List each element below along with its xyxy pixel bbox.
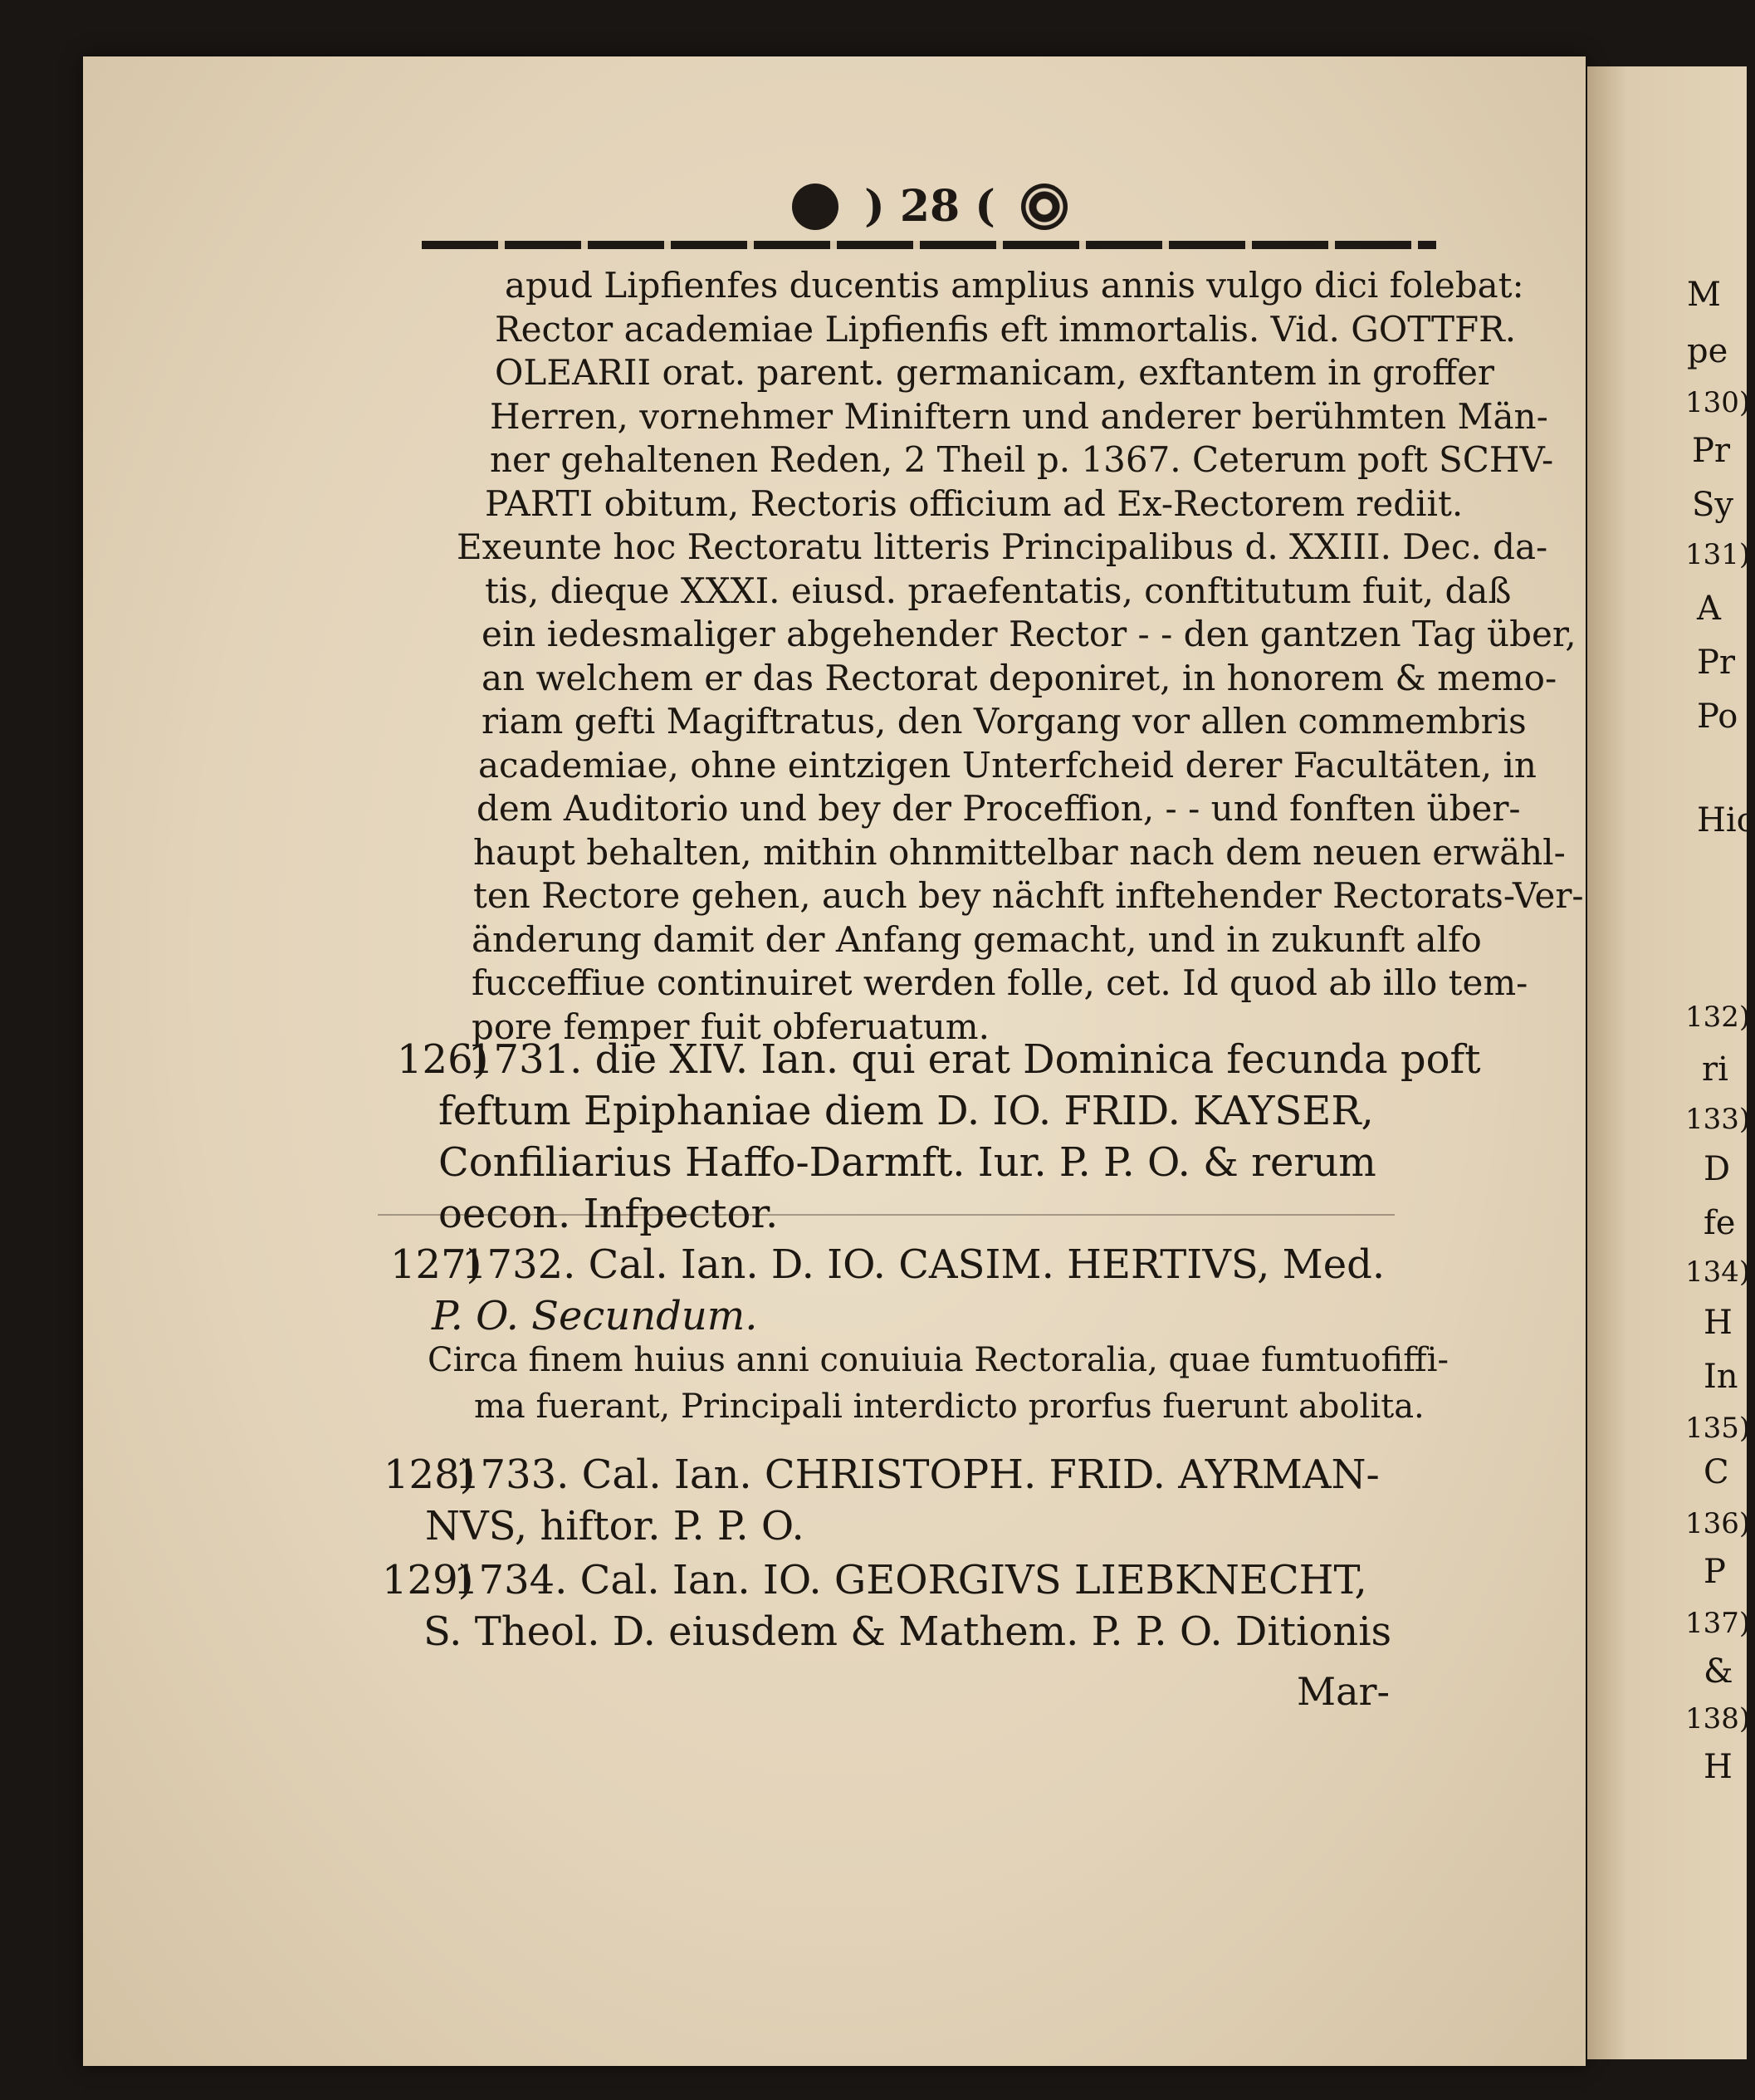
facing-fragment: H (1704, 1304, 1733, 1342)
facing-fragment: C (1704, 1453, 1729, 1491)
facing-fragment: In (1704, 1358, 1738, 1396)
facing-fragment: 132) (1685, 1001, 1751, 1034)
facing-fragment: pe (1687, 332, 1728, 370)
facing-fragment: A (1697, 590, 1721, 628)
facing-fragment: Hic (1697, 801, 1755, 840)
separator-line (378, 1214, 1395, 1216)
entry-line: feftum Epiphaniae diem D. IO. FRID. KAYSER, (438, 1088, 1374, 1134)
facing-fragment: ri (1702, 1050, 1728, 1089)
entry-number: 129) (382, 1557, 474, 1603)
facing-fragment: 138) (1685, 1702, 1751, 1735)
text-line: ner gehaltenen Reden, 2 Theil p. 1367. Ceterum poft SCHV- (490, 439, 1554, 480)
ornament-icon (792, 184, 838, 230)
facing-fragment: 133) (1685, 1103, 1751, 1136)
entry-line: P. O. Secundum. (432, 1293, 758, 1339)
facing-fragment: 130) (1685, 386, 1751, 419)
text-line: pore femper fuit obferuatum. (472, 1006, 990, 1047)
facing-page-edge (1587, 66, 1755, 2059)
text-line: an welchem er das Rectorat deponiret, in honorem & memo- (482, 657, 1557, 698)
text-line: riam gefti Magiftratus, den Vorgang vor allen commembris (482, 701, 1527, 742)
continued-paragraph (448, 264, 1584, 1049)
text-line: fucceffiue continuiret werden folle, cet. Id quod ab illo tem- (472, 962, 1528, 1003)
catchword: Mar- (1297, 1669, 1391, 1714)
facing-fragment: Pr (1697, 644, 1736, 682)
facing-fragment: 137) (1685, 1607, 1751, 1640)
text-line: PARTI obitum, Rectoris officium ad Ex-Rectorem rediit. (485, 482, 1464, 524)
facing-fragment: 134) (1685, 1256, 1751, 1289)
facing-fragment: M (1687, 276, 1721, 314)
text-line: Exeunte hoc Rectoratu litteris Principalibus d. XXIII. Dec. da- (457, 526, 1548, 567)
text-line: apud Lipfienfes ducentis amplius annis vulgo dici folebat: (505, 265, 1524, 306)
entry-line: 1731. die XIV. Ian. qui erat Dominica fecunda poft (468, 1036, 1481, 1083)
facing-fragment: H (1704, 1748, 1733, 1786)
text-line: Herren, vornehmer Miniftern und anderer berühmten Män- (490, 395, 1548, 437)
entry-line: 1732. Cal. Ian. D. IO. CASIM. HERTIVS, Med. (462, 1241, 1386, 1288)
text-line: Rector academiae Lipfienfis eft immortalis. Vid. GOTTFR. (495, 308, 1517, 350)
entry-line: oecon. Infpector. (438, 1191, 779, 1237)
entry-number: 126) (397, 1036, 489, 1083)
facing-fragment: Sy (1692, 486, 1733, 524)
text-line: dem Auditorio und bey der Proceffion, - - und fonften über- (477, 788, 1521, 829)
facing-fragment: Po (1697, 698, 1738, 736)
header-rule (422, 241, 1436, 249)
facing-fragment: 136) (1685, 1507, 1751, 1540)
text-line: ein iedesmaliger abgehender Rector - - den gantzen Tag über, (482, 614, 1577, 654)
entry-line: 1734. Cal. Ian. IO. GEORGIVS LIEBKNECHT, (453, 1557, 1367, 1603)
facing-fragment: D (1704, 1150, 1731, 1188)
facing-fragment: 135) (1685, 1412, 1751, 1445)
facing-fragment: fe (1704, 1204, 1736, 1242)
text-line: OLEARII orat. parent. germanicam, exftantem in groffer (495, 352, 1495, 393)
note-line: Circa finem huius anni conuiuia Rectoralia, quae fumtuofiffi- (428, 1341, 1449, 1379)
facing-fragment: Pr (1692, 432, 1731, 470)
text-line: tis, dieque XXXI. eiusd. praefentatis, conftitutum fuit, daß (485, 570, 1512, 611)
text-line: ten Rectore gehen, auch bey nächft inftehender Rectorats-Ver- (473, 875, 1584, 916)
ornament-icon (1021, 184, 1068, 230)
entry-line: NVS, hiftor. P. P. O. (425, 1503, 804, 1549)
text-line: haupt behalten, mithin ohnmittelbar nach dem neuen erwähl- (473, 831, 1566, 873)
facing-fragment: P (1704, 1553, 1726, 1591)
page-header (764, 181, 1096, 247)
facing-fragment: & (1704, 1652, 1733, 1691)
note-paragraph (428, 1337, 1449, 1430)
text-line: änderung damit der Anfang gemacht, und in zukunft alfo (472, 918, 1482, 960)
entry-number: 127) (390, 1241, 482, 1288)
facing-fragment: 131) (1685, 538, 1751, 571)
entry-line: S. Theol. D. eiusdem & Mathem. P. P. O. Ditionis (423, 1608, 1392, 1655)
entry-number: 128) (384, 1451, 476, 1498)
note-line: ma fuerant, Principali interdicto prorfus fuerunt abolita. (474, 1388, 1425, 1426)
entry-line: 1733. Cal. Ian. CHRISTOPH. FRID. AYRMAN- (455, 1451, 1380, 1498)
page-number: ) 28 ( (864, 181, 995, 232)
text-line: academiae, ohne eintzigen Unterfcheid derer Facultäten, in (478, 744, 1537, 786)
entry-line: Confiliarius Haffo-Darmft. Iur. P. P. O. & rerum (438, 1139, 1376, 1186)
